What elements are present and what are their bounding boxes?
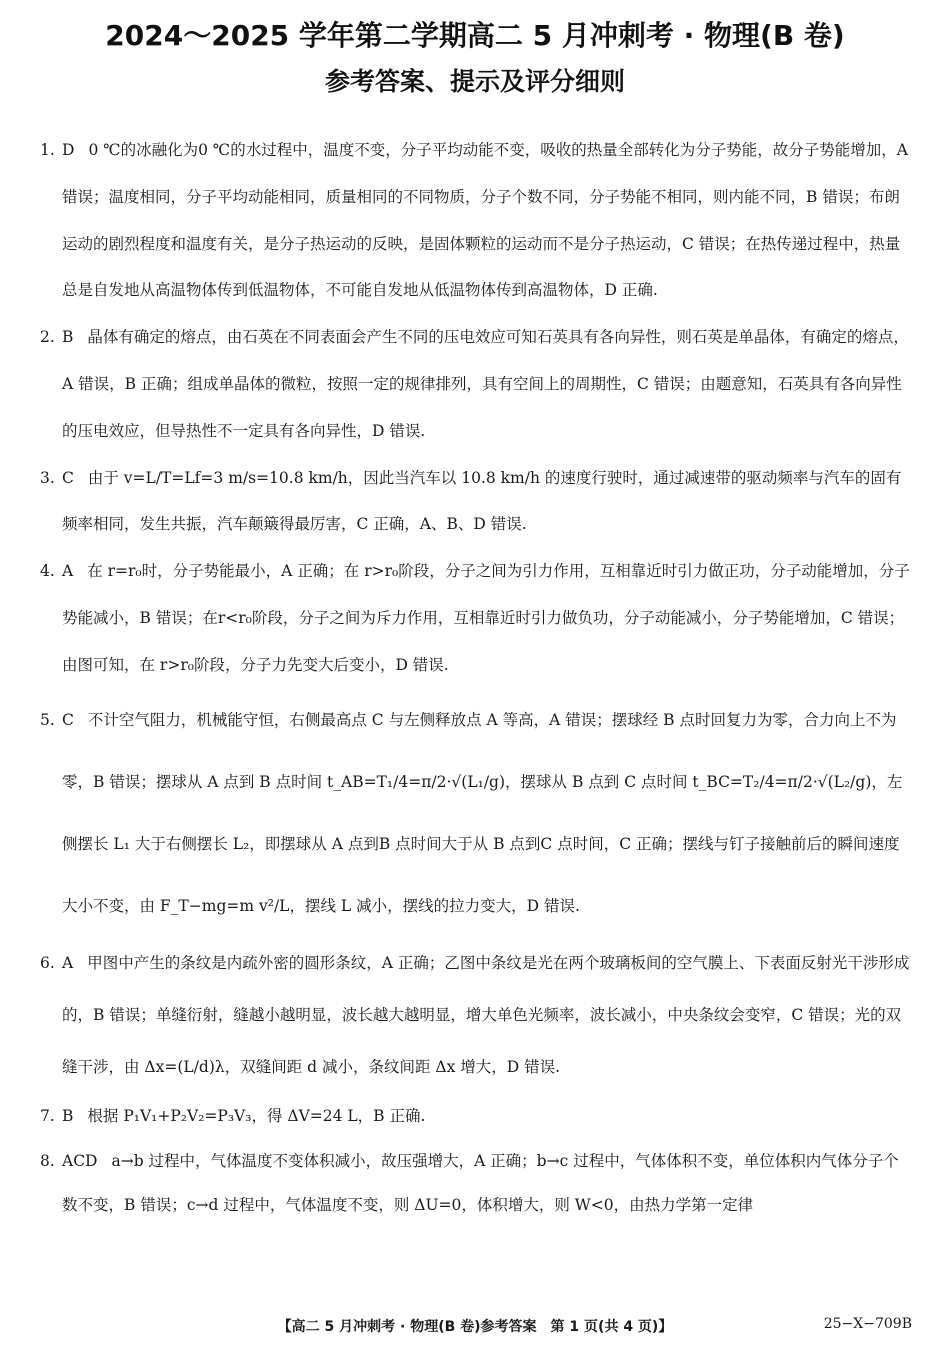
item-number: 2.	[40, 328, 55, 347]
item-answer: C	[62, 710, 74, 729]
item-number: 8.	[40, 1152, 55, 1171]
item-number: 6.	[40, 953, 55, 972]
item-number: 5.	[40, 710, 55, 729]
footer-page-info: 【高二 5 月冲刺考 · 物理(B 卷)参考答案 第 1 页(共 4 页)】	[277, 1319, 673, 1335]
item-explanation: 晶体有确定的熔点，由石英在不同表面会产生不同的压电效应可知石英具有各向异性，则石英是单晶体，有确定的熔点，A 错误，B 正确；组成单晶体的微粒，按照一定的规律排列，具有空间上的周期性，C 错误；由题意知，石英具有各向异性的压电效应，但导热性不一定具有各向异性，D 错误.	[62, 328, 909, 440]
item-answer: B	[62, 1106, 74, 1125]
item-explanation: a→b 过程中，气体温度不变体积减小，故压强增大，A 正确；b→c 过程中，气体体积不变，单位体积内气体分子个数不变，B 错误；c→d 过程中，气体温度不变，则 ΔU=0，体积增大，则 W<0，由热力学第一定律	[62, 1152, 899, 1215]
item-answer: C	[62, 468, 74, 487]
page-title: 2024～2025 学年第二学期高二 5 月冲刺考 · 物理(B 卷)	[105, 19, 845, 52]
item-answer: A	[62, 562, 74, 581]
answer-item-6	[40, 937, 912, 1093]
answer-item-8	[40, 1139, 912, 1227]
item-explanation: 甲图中产生的条纹是内疏外密的圆形条纹，A 正确；乙图中条纹是光在两个玻璃板间的空气膜上、下表面反射光干涉形成的，B 错误；单缝衍射，缝越小越明显，波长越大越明显，增大单色光频率，波长减小，中央条纹会变窄，C 错误；光的双缝干涉，由 Δx=(L/d)λ，双缝间距 d 减小，条纹间距 Δx 增大，D 错误.	[62, 953, 910, 1076]
footer-doc-code: 25−X−709B	[823, 1316, 912, 1332]
item-answer: B	[62, 328, 74, 347]
page-subtitle: 参考答案、提示及评分细则	[324, 67, 625, 96]
answer-item-7	[40, 1093, 912, 1140]
item-explanation: 在 r=r₀时，分子势能最小，A 正确；在 r>r₀阶段，分子之间为引力作用，互相靠近时引力做正功，分子动能增加，分子势能减小，B 错误；在r<r₀阶段，分子之间为斥力作用，互相靠近时引力做负功，分子动能减小，分子势能增加，C 错误；由图可知，在 r>r₀阶段，分子力先变大后变小，D 错误.	[62, 562, 910, 674]
item-explanation: 0 ℃的冰融化为0 ℃的水过程中，温度不变，分子平均动能不变，吸收的热量全部转化为分子势能，故分子势能增加，A 错误；温度相同，分子平均动能相同，质量相同的不同物质，分子个数不同，分子势能不相同，则内能不同，B 错误；布朗运动的剧烈程度和温度有关，是分子热运动的反映，是固体颗粒的运动而不是分子热运动，C 错误；在热传递过程中，热量总是自发地从高温物体传到低温物体，不可能自发地从低温物体传到高温物体，D 正确.	[62, 141, 908, 300]
item-number: 7.	[40, 1106, 55, 1125]
item-answer: A	[62, 953, 74, 972]
answer-item-1	[40, 127, 912, 314]
item-number: 4.	[40, 562, 55, 581]
item-explanation: 根据 P₁V₁+P₂V₂=P₃V₃，得 ΔV=24 L，B 正确.	[87, 1106, 426, 1125]
answer-item-2	[40, 314, 912, 454]
answer-item-5	[40, 689, 912, 937]
item-number: 3.	[40, 468, 55, 487]
answer-item-4	[40, 548, 912, 688]
item-explanation: 由于 v=L/T=Lf=3 m/s=10.8 km/h，因此当汽车以 10.8 km/h 的速度行驶时，通过减速带的驱动频率与汽车的固有频率相同，发生共振，汽车颠簸得最厉害，C 正确，A、B、D 错误.	[62, 468, 902, 534]
answer-list	[40, 127, 912, 1227]
item-answer: D	[62, 141, 75, 159]
item-explanation: 不计空气阻力，机械能守恒，右侧最高点 C 与左侧释放点 A 等高，A 错误；摆球经 B 点时回复力为零，合力向上不为零，B 错误；摆球从 A 点到 B 点时间 t_AB=T₁/4=π/2·√(L₁/g)，摆球从 B 点到 C 点时间 t_BC=T₂/4=π/2·√(L₂/g)，左侧摆长 L₁ 大于右侧摆长 L₂，即摆球从 A 点到B 点时间大于从 B 点到C 点时间，C 正确；摆线与钉子接触前后的瞬间速度大小不变，由 F_T−mg=m v²/L，摆线 L 减小，摆线的拉力变大，D 错误.	[62, 710, 903, 915]
answer-item-3	[40, 455, 912, 549]
page-footer	[0, 1316, 950, 1340]
item-answer: ACD	[62, 1152, 98, 1171]
item-number: 1.	[40, 141, 55, 159]
